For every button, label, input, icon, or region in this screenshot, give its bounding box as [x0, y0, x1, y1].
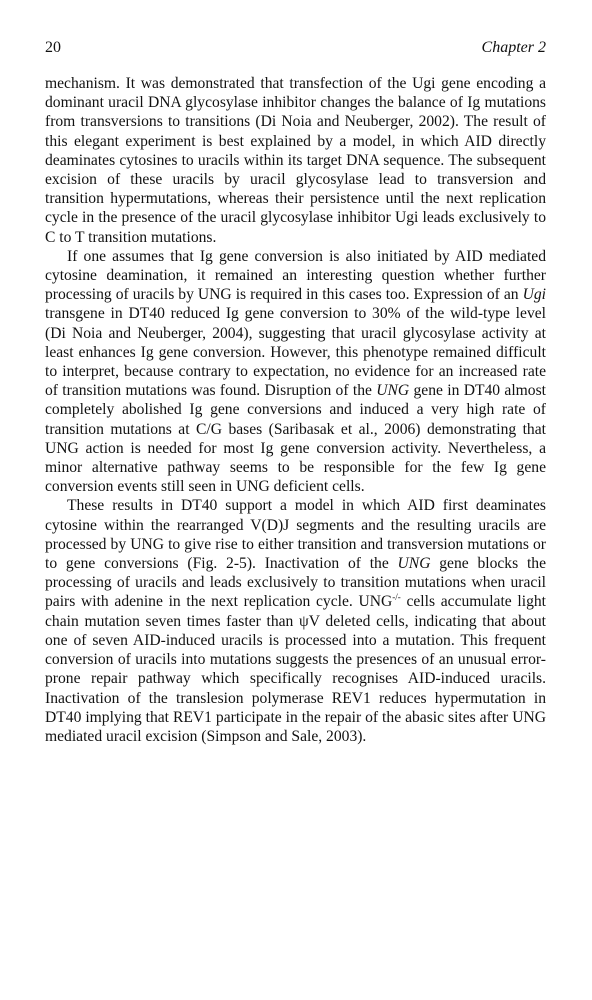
- ugi-gene-name: Ugi: [522, 286, 546, 304]
- paragraph-2-text-c: transgene in DT40 reduced Ig gene conversion to 30% of the wild-type level (Di Noia and Neuberger, 2004), suggesting that uracil glycosylase activity at least enhances Ig gene conversion. However, this phenotype remained difficult to interpret, because contrary to expectation, no evidence for an increased rate of transition mutations was found. Disruption of the: [45, 305, 546, 400]
- paragraph-2-text-a: If one assumes that Ig gene conversion is also initiated by AID mediated cytosine deamination, it remained an interesting question whether further processing of uracils by UNG is required in this cases too. Expression of an: [45, 247, 546, 304]
- body-text: [45, 74, 546, 746]
- paragraph-2: [45, 247, 546, 497]
- paragraph-1: [45, 74, 546, 247]
- running-header: [45, 38, 546, 58]
- ung-gene-name: UNG: [376, 382, 410, 400]
- paragraph-3-text-e: cells accumulate light chain mutation seven times faster than ψV deleted cells, indicating that about one of seven AID-induced uracils is processed into a mutation. This frequent conversion of uracils into mutations suggests the presences of an unusual error-prone repair pathway which specifically recognises AID-induced uracils. Inactivation of the translesion polymerase REV1 reduces hypermutation in DT40 implying that REV1 participate in the repair of the abasic sites after UNG mediated uracil excision (Simpson and Sale, 2003).: [45, 593, 546, 745]
- paragraph-1-text: mechanism. It was demonstrated that transfection of the Ugi gene encoding a dominant uracil DNA glycosylase inhibitor changes the balance of Ig mutations from transversions to transitions (Di Noia and Neuberger, 2002). The result of this elegant experiment is best explained by a model, in which AID directly deaminates cytosines to uracils within its target DNA sequence. The subsequent excision of these uracils by uracil glycosylase lead to transversion and transition hypermutations, whereas their persistence until the next replication cycle in the presence of the uracil glycosylase inhibitor Ugi leads exclusively to C to T transition mutations.: [45, 75, 546, 246]
- paragraph-2-text-e: gene in DT40 almost completely abolished Ig gene conversions and induced a very high rate of transition mutations at C/G bases (Saribasak et al., 2006) demonstrating that UNG action is needed for most Ig gene conversion activity. Nevertheless, a minor alternative pathway seems to be responsible for the few Ig gene conversion events still seen in UNG deficient cells.: [45, 382, 546, 496]
- paragraph-3-text-c: gene blocks the processing of uracils and leads exclusively to transition mutations when uracil pairs with adenine in the next replication cycle. UNG: [45, 555, 546, 611]
- paragraph-3: [45, 496, 546, 746]
- ung-gene-name: UNG: [397, 555, 431, 573]
- chapter-label: Chapter 2: [481, 39, 546, 56]
- knockout-superscript: -/-: [392, 592, 401, 603]
- page-number: 20: [45, 39, 61, 56]
- paragraph-3-text-a: These results in DT40 support a model in which AID first deaminates cytosine within the rearranged V(D)J segments and the resulting uracils are processed by UNG to give rise to either transition and transversion mutations or to gene conversions (Fig. 2-5). Inactivation of the: [45, 497, 546, 573]
